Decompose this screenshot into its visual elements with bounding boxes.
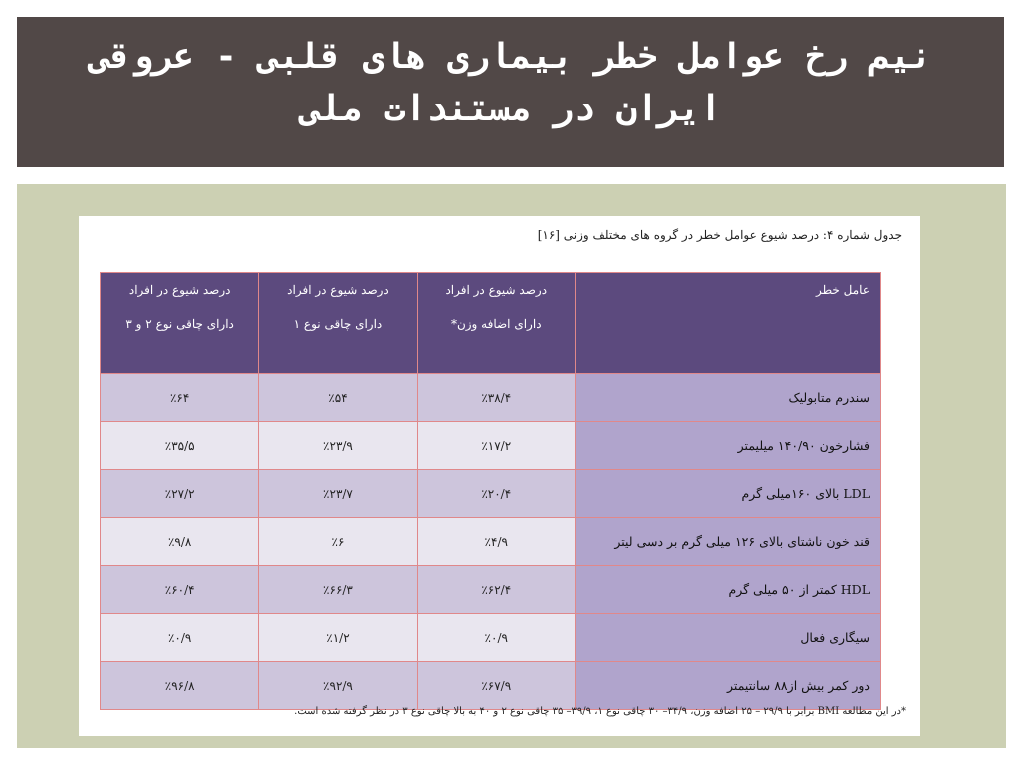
risk-factor-cell: LDL بالای ۱۶۰میلی گرم: [575, 470, 880, 518]
header-obese-type1: [259, 273, 417, 374]
table-image-card: [79, 216, 920, 736]
slide-title: [57, 31, 964, 135]
table-row: [101, 470, 881, 518]
risk-factor-cell: سیگاری فعال: [575, 614, 880, 662]
title-bar: [17, 17, 1004, 167]
obese-type23-value: ٪۰/۹: [101, 614, 259, 662]
obese-type1-value: ٪۵۴: [259, 374, 417, 422]
table-caption: جدول شماره ۴: درصد شیوع عوامل خطر در گروه های مختلف وزنی [۱۶]: [537, 228, 902, 242]
overweight-value: ٪۱۷/۲: [417, 422, 575, 470]
obese-type1-value: ٪۱/۲: [259, 614, 417, 662]
overweight-value: ٪۰/۹: [417, 614, 575, 662]
overweight-value: ٪۲۰/۴: [417, 470, 575, 518]
table-row: [101, 374, 881, 422]
risk-factor-cell: سندرم متابولیک: [575, 374, 880, 422]
obese-type23-value: ٪۶۰/۴: [101, 566, 259, 614]
content-panel: [17, 184, 1006, 748]
risk-factor-cell: HDL کمتر از ۵۰ میلی گرم: [575, 566, 880, 614]
header-obese-type23: [101, 273, 259, 374]
header-overweight: [417, 273, 575, 374]
header-obese-type1-line-1: درصد شیوع در افراد: [287, 283, 389, 297]
obese-type1-value: ٪۶۶/۳: [259, 566, 417, 614]
overweight-value: ٪۳۸/۴: [417, 374, 575, 422]
table-row: [101, 662, 881, 710]
overweight-value: ٪۶۲/۴: [417, 566, 575, 614]
obese-type1-value: ٪۲۳/۹: [259, 422, 417, 470]
table-row: [101, 422, 881, 470]
table-header-row: [101, 273, 881, 374]
obese-type1-value: ٪۲۳/۷: [259, 470, 417, 518]
table-row: [101, 566, 881, 614]
header-overweight-line-1: درصد شیوع در افراد: [445, 283, 548, 297]
obese-type23-value: ٪۹/۸: [101, 518, 259, 566]
risk-factor-table: [100, 272, 881, 710]
header-overweight-line-2: دارای اضافه وزن*: [450, 317, 542, 331]
risk-factor-cell: قند خون ناشتای بالای ۱۲۶ میلی گرم بر دسی لیتر: [575, 518, 880, 566]
obese-type23-value: ٪۹۶/۸: [101, 662, 259, 710]
obese-type23-value: ٪۳۵/۵: [101, 422, 259, 470]
table-row: [101, 614, 881, 662]
obese-type1-value: ٪۹۲/۹: [259, 662, 417, 710]
obese-type23-value: ٪۲۷/۲: [101, 470, 259, 518]
risk-factor-cell: دور کمر بیش از۸۸ سانتیمتر: [575, 662, 880, 710]
header-obese-type23-line-1: درصد شیوع در افراد: [128, 283, 231, 297]
table-row: [101, 518, 881, 566]
overweight-value: ٪۴/۹: [417, 518, 575, 566]
header-risk-factor: عامل خطر: [575, 273, 880, 374]
obese-type1-value: ٪۶: [259, 518, 417, 566]
header-obese-type23-line-2: دارای چاقی نوع ۲ و ۳: [125, 317, 234, 331]
slide-title-line-2: ایران در مستندات ملی: [299, 89, 722, 129]
header-obese-type1-line-2: دارای چاقی نوع ۱: [293, 317, 383, 331]
risk-factor-cell: فشارخون ۱۴۰/۹۰ میلیمتر: [575, 422, 880, 470]
overweight-value: ٪۶۷/۹: [417, 662, 575, 710]
obese-type23-value: ٪۶۴: [101, 374, 259, 422]
table-footnote: *در این مطالعه BMI برابر با ۲۹/۹ – ۲۵ اضافه وزن، ۳۴/۹– ۳۰ چاقی نوع ۱، ۳۹/۹– ۳۵ چاقی نوع ۲ و ۴۰ به بالا چاقی نوع ۳ در نظر گرفته شده است.: [294, 706, 906, 717]
slide-title-line-1: نیم رخ عوامل خطر بیماری های قلبی - عروقی: [89, 37, 932, 77]
